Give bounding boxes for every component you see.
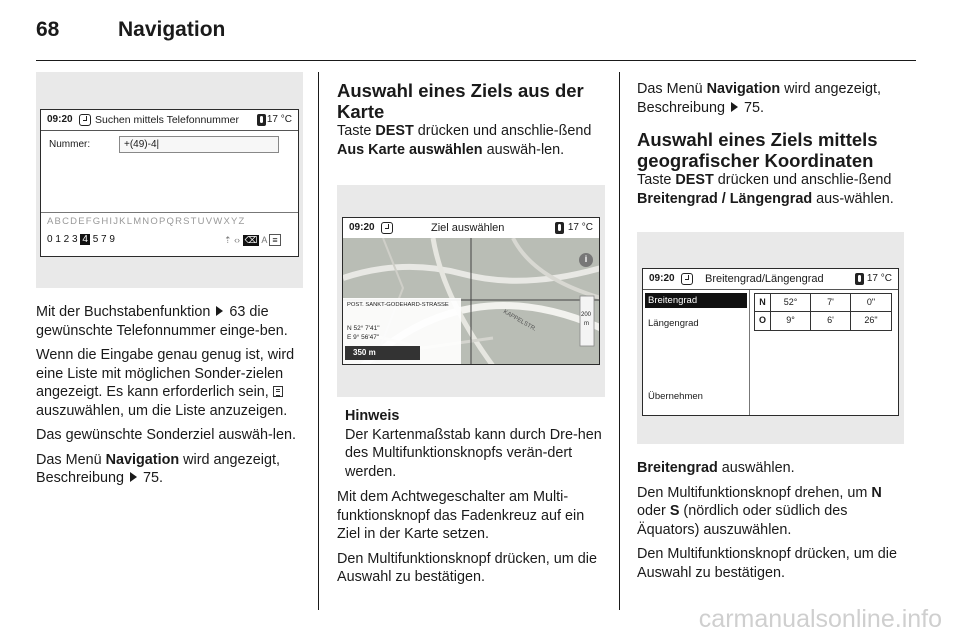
col3-p2-c: aus-wählen.: [816, 190, 894, 207]
menu-item-apply[interactable]: Übernehmen: [648, 391, 703, 402]
col3-p1-b: wird angezeigt, Beschreibung: [637, 81, 881, 116]
col1-paragraph-3: Das gewünschte Sonderziel auswäh-len.: [36, 427, 296, 443]
col1-p4-ref[interactable]: 75.: [143, 470, 164, 486]
col2-p1-c: auswäh-len.: [486, 141, 565, 158]
col3-p4-bold2: S: [669, 503, 680, 519]
lon-seconds[interactable]: 26": [864, 315, 878, 325]
col3-paragraph-5: Den Multifunktionsknopf drücken, um die Auswahl zu bestätigen.: [637, 546, 897, 581]
lat-degrees[interactable]: 52°: [771, 294, 811, 312]
shift-icon[interactable]: ⇡: [224, 235, 232, 245]
map-title: Ziel auswählen: [431, 222, 505, 234]
page-ref-icon: [731, 102, 738, 112]
col1-p2-b: auszuwählen, um die Liste anzuzeigen.: [36, 402, 288, 419]
thermometer-icon: [855, 273, 864, 285]
col2-paragraph-2: Mit dem Achtwegeschalter am Multi-funktionsknopf das Fadenkreuz auf ein Ziel in der Karte setzen.: [337, 489, 585, 542]
col1-p1-ref[interactable]: 63: [229, 304, 246, 320]
letter-keyboard[interactable]: ABCDEFGHIJKLMNOPQRSTUVWXYZ: [47, 216, 246, 227]
col3-paragraph-4: [637, 484, 907, 540]
col1-paragraph-4: [36, 451, 306, 488]
col3-p3-bold: Breitengrad: [637, 460, 718, 476]
col2-p1-a: Taste: [337, 123, 372, 139]
col2-heading: Auswahl eines Ziels aus der Karte: [337, 80, 584, 122]
thermometer-icon: [257, 114, 266, 126]
backspace-icon[interactable]: ⌫: [244, 235, 258, 245]
col1-p4-b: wird angezeigt, Beschreibung: [36, 451, 280, 486]
col3-p1-a: Das Menü: [637, 81, 703, 97]
map-temperature: 17 °C: [567, 222, 593, 233]
coord-status-divider: [643, 289, 898, 290]
lon-minutes[interactable]: 6': [811, 312, 851, 330]
section-title: Navigation: [118, 18, 226, 41]
nav-icon: [681, 273, 693, 285]
lat-minutes[interactable]: 7': [811, 294, 851, 312]
keyboard-function-keys[interactable]: [224, 234, 281, 246]
col3-p4-c: (nördlich oder südlich des Äquators) auszuwählen.: [637, 503, 848, 538]
status-divider: [41, 130, 298, 131]
watermark: carmanualsonline.info: [698, 605, 942, 633]
column-divider-1: [318, 72, 319, 610]
coord-title: Breitengrad/Längengrad: [705, 273, 824, 285]
col3-p4-b: oder: [637, 503, 666, 519]
column-divider-2: [619, 72, 620, 610]
col1-paragraph-2: [36, 346, 306, 420]
col2-p1-bold2: Aus Karte auswählen: [337, 141, 483, 158]
number-label: Nummer:: [49, 139, 91, 150]
col3-heading: Auswahl eines Ziels mittels geografischer Koordinaten: [637, 129, 878, 171]
column-2-text: [337, 488, 605, 593]
mode-icon[interactable]: A: [261, 235, 267, 245]
list-icon: [273, 386, 283, 397]
coord-status-bar: [643, 269, 898, 289]
col3-p3-b: auswählen.: [721, 460, 795, 476]
col3-p2-b: drücken und anschlie-ßend: [717, 172, 892, 188]
menu-item-latitude[interactable]: Breitengrad: [645, 293, 747, 308]
note-text: Der Kartenmaßstab kann durch Dre-hen des Multifunktionsknopfs verän-dert werden.: [345, 426, 602, 480]
coordinates-figure: [637, 232, 904, 444]
lon-degrees[interactable]: 9°: [771, 312, 811, 330]
map-zoom-unit: m: [584, 321, 589, 327]
list-icon[interactable]: ≡: [269, 234, 280, 246]
col3-paragraph-1: [637, 80, 907, 117]
page-ref-icon: [130, 472, 137, 482]
col3-p2-a: Taste: [637, 172, 672, 188]
map-screen: [342, 217, 600, 365]
digit-selected[interactable]: 4: [82, 234, 88, 245]
map-longitude: E 9° 56'47": [347, 334, 380, 341]
note-title: Hinweis: [345, 408, 400, 424]
col1-p4-a: Das Menü: [36, 451, 102, 468]
coordinates-screen: [642, 268, 899, 416]
col3-paragraph-3: [637, 459, 907, 478]
phone-search-figure: [36, 72, 303, 288]
map-time: 09:20: [349, 222, 375, 233]
lon-hemisphere[interactable]: O: [755, 312, 771, 330]
nav-icon: [381, 222, 393, 234]
col3-p4-a: Den Multifunktionsknopf drehen, um: [637, 484, 868, 501]
column-2-intro: [337, 80, 605, 165]
col3-p1-ref[interactable]: 75.: [744, 99, 765, 116]
number-input[interactable]: +(49)-4|: [119, 136, 279, 153]
keyboard-divider: [41, 212, 298, 213]
page-ref-icon: [216, 306, 223, 316]
info-icon[interactable]: i: [584, 254, 588, 264]
column-1-text: [36, 303, 306, 494]
col3-paragraph-2: [637, 171, 907, 208]
map-street-name: POST. SANKT-GODEHARD-STRASSE: [347, 302, 449, 308]
map-latitude: N 52° 7'41": [347, 325, 380, 332]
map-figure: [337, 185, 605, 397]
header-rule: [36, 60, 916, 61]
col3-p1-bold: Navigation: [706, 81, 781, 97]
col2-paragraph-3: Den Multifunktionsknopf drücken, um die Auswahl zu bestätigen.: [337, 550, 597, 585]
coord-time: 09:20: [649, 273, 675, 284]
map-scale: 350 m: [353, 348, 376, 357]
coord-temperature: 17 °C: [866, 273, 892, 284]
status-time: 09:20: [47, 114, 73, 125]
map-zoom-value: 200: [581, 312, 592, 318]
status-bar: [41, 110, 298, 130]
note-box: [345, 407, 605, 487]
digit-keyboard[interactable]: [47, 234, 115, 245]
nav-icon: [79, 114, 91, 126]
coord-panel-divider: [749, 290, 750, 415]
col1-p4-bold: Navigation: [105, 451, 180, 468]
col1-p2-a: Wenn die Eingabe genau genug ist, wird eine Liste mit möglichen Sonder-zielen angezeigt. Es kann erforderlich sein,: [36, 347, 295, 400]
digits-before[interactable]: 0 1 2 3: [47, 234, 78, 245]
phone-search-screen: [40, 109, 299, 257]
column-3-text: [637, 459, 907, 588]
col3-p4-bold1: N: [871, 484, 882, 501]
col1-p1-a: Mit der Buchstabenfunktion: [36, 304, 211, 320]
coordinates-grid[interactable]: [754, 293, 892, 331]
col2-paragraph-1: [337, 122, 605, 159]
map-status-bar: [343, 218, 599, 238]
page-number: 68: [36, 18, 60, 41]
menu-item-longitude[interactable]: Längengrad: [648, 318, 699, 329]
lat-hemisphere[interactable]: N: [755, 294, 771, 312]
lat-seconds[interactable]: 0": [851, 294, 891, 312]
column-3-intro: [637, 80, 907, 214]
col3-p2-bold1: DEST: [675, 172, 714, 188]
temperature: 17 °C: [266, 114, 292, 125]
col3-p2-bold2: Breitengrad / Längengrad: [637, 190, 813, 207]
digits-after[interactable]: 5 7 9: [92, 234, 115, 245]
screen-title: Suchen mittels Telefonnummer: [95, 114, 239, 126]
cursor-icon[interactable]: ‹›: [234, 235, 241, 245]
thermometer-icon: [555, 222, 564, 234]
map-road-label: KAPPELSTR.: [501, 309, 538, 333]
col2-p1-bold1: DEST: [375, 123, 414, 139]
col1-p1-b: die gewünschte Telefonnummer einge-ben.: [36, 304, 288, 339]
col1-paragraph-1: [36, 303, 306, 340]
col2-p1-b: drücken und anschlie-ßend: [417, 123, 592, 139]
